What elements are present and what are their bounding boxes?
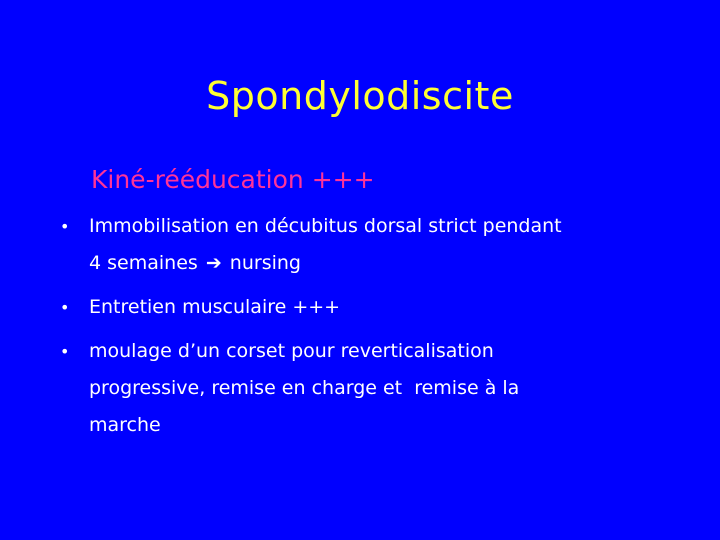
- bullet-icon: •: [60, 298, 70, 317]
- bullet-text-line: moulage d’un corset pour reverticalisation: [89, 340, 494, 362]
- bullet-icon: •: [60, 342, 70, 361]
- section-heading: Kiné-rééducation +++: [91, 165, 375, 194]
- bullet-icon: •: [60, 217, 70, 236]
- bullet-item-moulage: [56, 333, 676, 444]
- bullet-list: [56, 208, 676, 451]
- bullet-text-line: marche: [89, 414, 161, 436]
- slide-title: Spondylodiscite: [206, 74, 514, 118]
- arrow-right-icon: ➔: [205, 252, 222, 274]
- bullet-text-line: progressive, remise en charge et remise à la: [89, 377, 520, 399]
- bullet-text-line: 4 semaines: [89, 252, 198, 274]
- bullet-item-immobilisation: [56, 208, 676, 282]
- bullet-text-line: Immobilisation en décubitus dorsal strict pendant: [89, 215, 562, 237]
- bullet-item-entretien: [56, 289, 676, 326]
- bullet-text-line: Entretien musculaire +++: [89, 296, 341, 318]
- bullet-text-line: nursing: [229, 252, 301, 274]
